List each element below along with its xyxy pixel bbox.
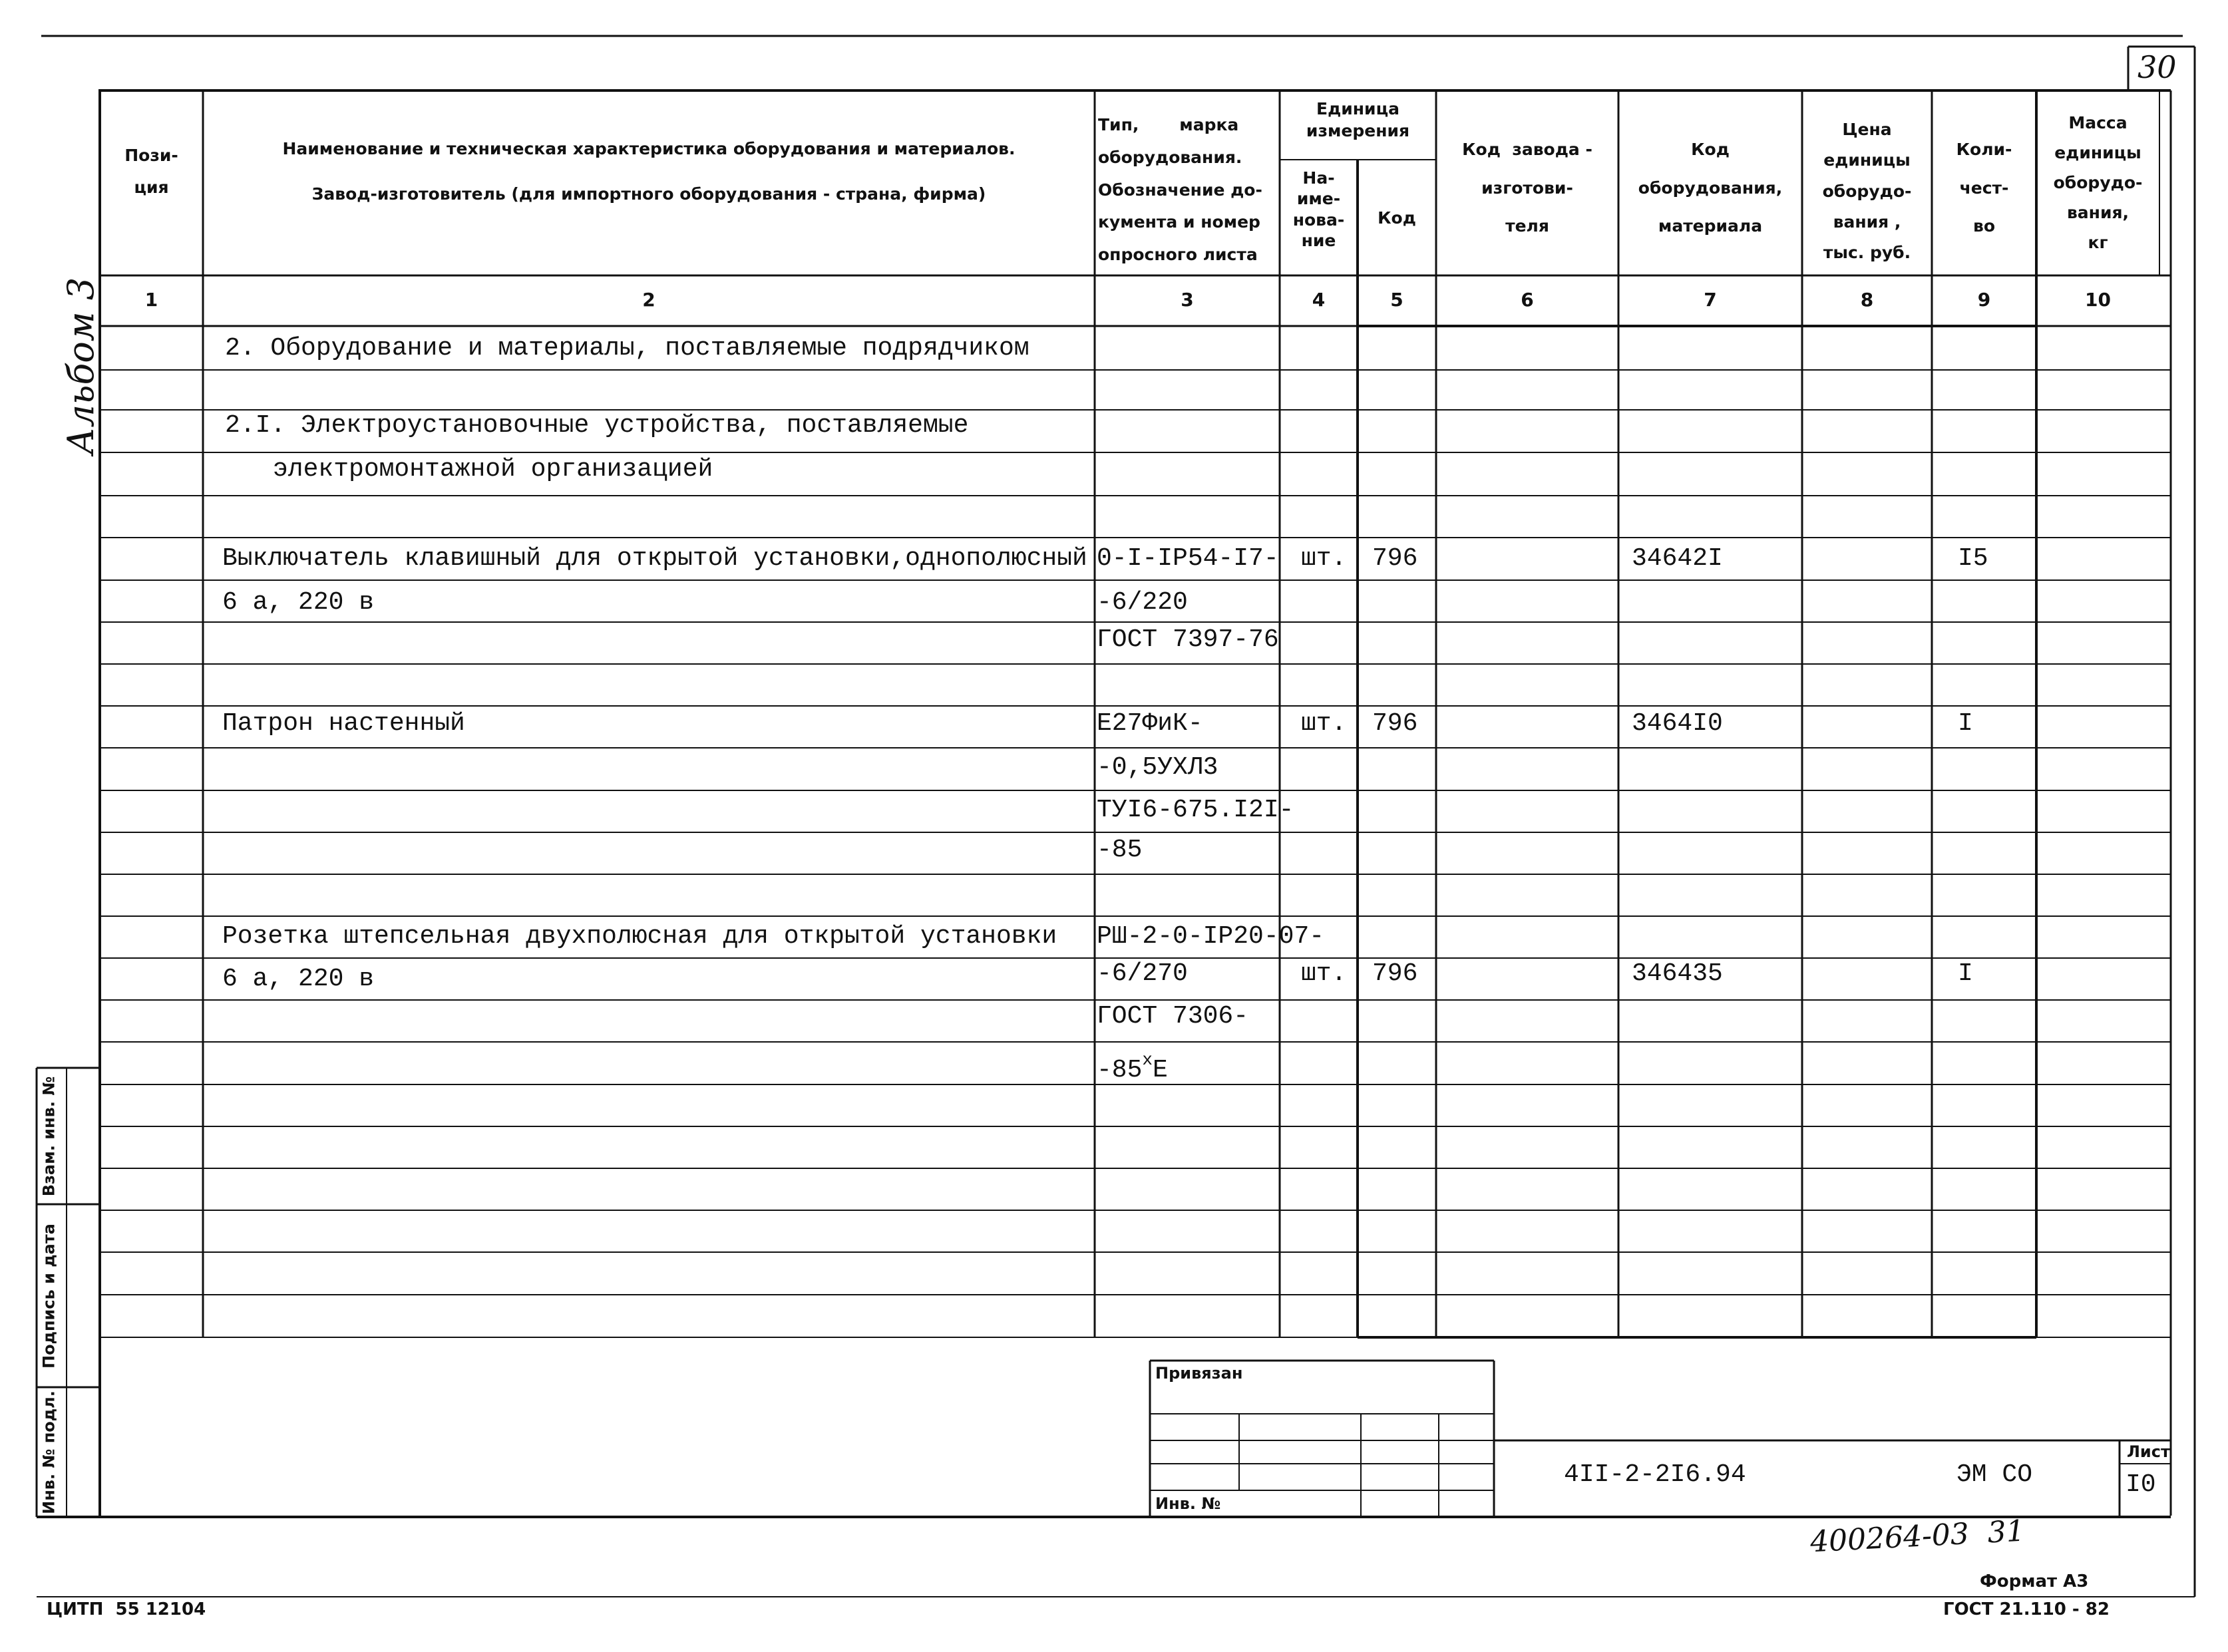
item-unit-code: 796 <box>1372 544 1418 573</box>
column-number-2: 2 <box>642 289 655 311</box>
item-unit-code: 796 <box>1372 959 1418 988</box>
item-quantity: I <box>1958 709 1973 738</box>
item-unit: шт. <box>1301 959 1347 988</box>
header-col-name-line1: Наименование и техническая характеристика оборудования и материалов. <box>282 139 1016 158</box>
subsection-heading-line1: 2.I. Электроустановочные устройства, поставляемые <box>225 411 969 440</box>
item-quantity: I <box>1958 959 1973 988</box>
column-number-4: 4 <box>1312 289 1326 311</box>
section-heading: 2. Оборудование и материалы, поставляемые подрядчиком <box>225 334 1029 363</box>
header-col-unit-name: На- име- нова- ние <box>1292 168 1345 250</box>
stamp-signature-date: Подпись и дата <box>39 1224 59 1369</box>
column-number-6: 6 <box>1521 289 1534 311</box>
item-equipment-code: 3464I0 <box>1632 709 1723 738</box>
header-col-position: Пози- ция <box>124 146 178 197</box>
item-type: ГОСТ 7306- <box>1097 1002 1249 1031</box>
paper-format: Формат А3 <box>1980 1571 2089 1591</box>
column-number-7: 7 <box>1704 289 1717 311</box>
item-type: ТУI6-675.I2I- <box>1097 796 1294 824</box>
header-col-mass: Масса единицы оборудо- вания, кг <box>2053 113 2143 252</box>
gost-reference: ГОСТ 21.110 - 82 <box>1943 1599 2110 1619</box>
stamp-original-inv-no: Инв. № подл. <box>39 1391 59 1514</box>
column-number-3: 3 <box>1181 289 1194 311</box>
item-type: ГОСТ 7397-76 <box>1097 625 1279 654</box>
item-type: -0,5УХЛ3 <box>1097 753 1218 782</box>
title-block-inv-no: Инв. № <box>1155 1494 1221 1513</box>
title-block-attached: Привязан <box>1155 1364 1243 1383</box>
sheet-value: I0 <box>2126 1470 2156 1499</box>
column-number-9: 9 <box>1977 289 1991 311</box>
item-type: 0-I-IP54-I7- <box>1097 544 1279 573</box>
item-type: -6/220 <box>1097 588 1188 617</box>
item-equipment-code: 34642I <box>1632 544 1723 573</box>
column-number-10: 10 <box>2085 289 2111 311</box>
header-col-unit-code: Код <box>1378 208 1416 228</box>
sheet-corner-number: 30 <box>2137 49 2177 85</box>
item-type: РШ-2-0-IP20-07- <box>1097 922 1325 951</box>
document-code: 4II-2-2I6.94 <box>1564 1460 1746 1489</box>
item-name: 6 а, 220 в <box>222 965 375 993</box>
column-number-8: 8 <box>1860 289 1874 311</box>
item-quantity: I5 <box>1958 544 1988 573</box>
item-name: Патрон настенный <box>222 709 465 738</box>
header-col-quantity: Коли- чест- во <box>1956 140 2012 236</box>
item-equipment-code: 346435 <box>1632 959 1723 988</box>
ctip-reference: ЦИТП 55 12104 <box>47 1599 206 1619</box>
stamp-replaced-inv-no: Взам. инв. № <box>39 1076 59 1197</box>
sheet-label: Лист <box>2127 1442 2170 1461</box>
header-col-equipment-code: Код оборудования, материала <box>1638 140 1783 236</box>
item-type: Е27ФиК- <box>1097 709 1203 738</box>
header-col-factory-code: Код завода - изготови- теля <box>1462 140 1592 236</box>
item-type: -85 <box>1097 836 1143 864</box>
document-mark: ЭМ СО <box>1956 1460 2033 1489</box>
handwritten-note: 400264-03 31 <box>1809 1514 2026 1560</box>
header-col-type: Тип, марка оборудования. Обозначение до- кумента и номер опросного листа <box>1098 115 1262 264</box>
header-unit-group: Единица измерения <box>1306 99 1410 140</box>
item-name: Розетка штепсельная двухполюсная для открытой установки <box>222 922 1057 951</box>
item-type-superscript: х <box>1142 1050 1153 1070</box>
subsection-heading-line2: электромонтажной организацией <box>273 455 713 484</box>
item-unit: шт. <box>1301 544 1347 573</box>
item-type-subscript: Е <box>1153 1056 1168 1084</box>
item-unit-code: 796 <box>1372 709 1418 738</box>
item-name: 6 а, 220 в <box>222 588 375 617</box>
column-number-1: 1 <box>144 289 158 311</box>
album-mark: Альбом 3 <box>60 277 102 455</box>
header-col-price: Цена единицы оборудо- вания , тыс. руб. <box>1822 120 1912 262</box>
header-col-name-line2: Завод-изготовитель (для импортного оборудования - страна, фирма) <box>311 184 986 204</box>
item-type-main: -85 <box>1097 1056 1143 1084</box>
column-number-5: 5 <box>1390 289 1403 311</box>
item-unit: шт. <box>1301 709 1347 738</box>
item-type: -6/270 <box>1097 959 1188 988</box>
item-name: Выключатель клавишный для открытой установки,однополюсный <box>222 544 1087 573</box>
